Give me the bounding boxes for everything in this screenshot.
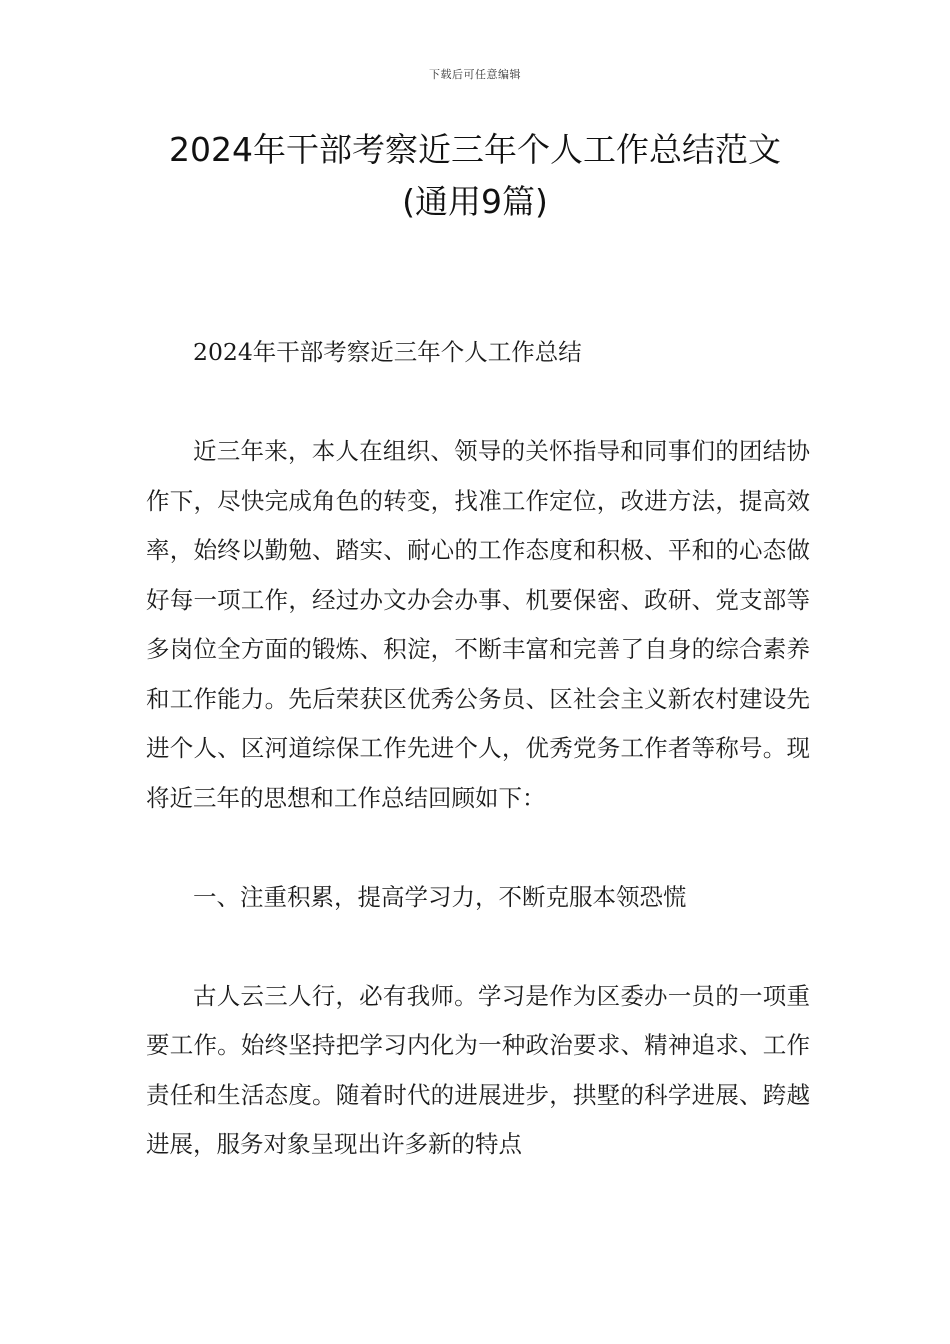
paragraph-intro: 近三年来，本人在组织、领导的关怀指导和同事们的团结协作下，尽快完成角色的转变，找准工作定位，改进方法，提高效率，始终以勤勉、踏实、耐心的工作态度和积极、平和的心态做好每一项工作，经过办文办会办事、机要保密、政研、党支部等多岗位全方面的锻炼、积淀，不断丰富和完善了自身的综合素养和工作能力。先后荣获区优秀公务员、区社会主义新农村建设先进个人、区河道综保工作先进个人，优秀党务工作者等称号。现将近三年的思想和工作总结回顾如下： — [146, 437, 810, 812]
section-subtitle: 2024年干部考察近三年个人工作总结 — [193, 338, 582, 366]
title-line-2: (通用9篇) — [402, 182, 548, 221]
document-body — [146, 328, 810, 1219]
title-line-1: 2024年干部考察近三年个人工作总结范文 — [169, 130, 781, 169]
paragraph-learning: 古人云三人行，必有我师。学习是作为区委办一员的一项重要工作。始终坚持把学习内化为一种政治要求、精神追求、工作责任和生活态度。随着时代的进展进步，拱墅的科学进展、跨越进展，服务对象呈现出许多新的特点 — [146, 981, 810, 1158]
section-heading-1: 一、注重积累，提高学习力，不断克服本领恐慌 — [193, 882, 687, 911]
document-title — [120, 124, 830, 228]
header-note: 下载后可任意编辑 — [429, 68, 521, 81]
